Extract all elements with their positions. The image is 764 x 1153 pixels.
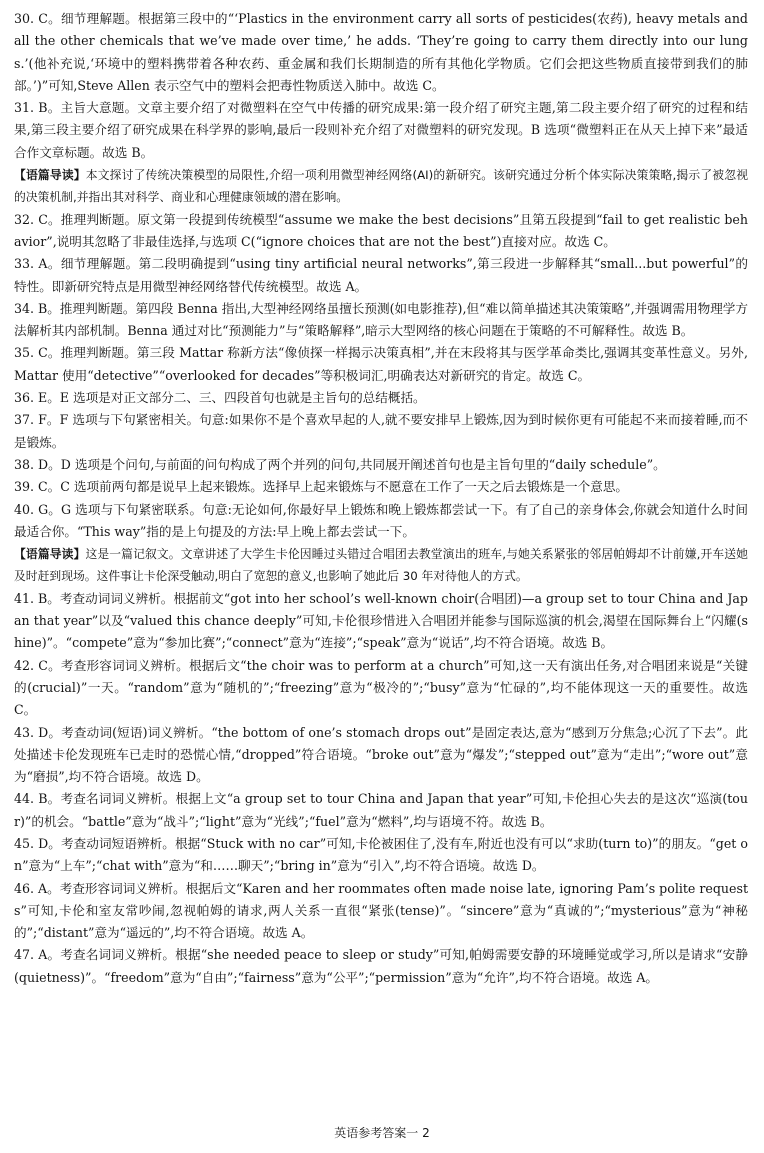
answer-item-45: 45. D。考查动词短语辨析。根据“Stuck with no car”可知,卡伦被困住了,没有车,附近也没有可以“求助(turn to)”的朋友。“get on”意为“上车”;“chat with”意为“和……聊天”;“bring in”意为“引入”,均不符合语境。故选 D。 bbox=[14, 835, 748, 874]
answer-item-42: 42. C。考查形容词词义辨析。根据后文“the choir was to perform at a church”可知,这一天有演出任务,对合唱团来说是“关键的(crucial)”一天。“random”意为“随机的”;“freezing”意为“极冷的”;“busy”意为“忙碌的”,均不能体现这一天的重要性。故选 C。 bbox=[14, 657, 748, 718]
answer-item-39: 39. C。C 选项前两句都是说早上起来锻炼。选择早上起来锻炼与不愿意在工作了一天之后去锻炼是一个意思。 bbox=[14, 479, 629, 495]
answer-item-37: 37. F。F 选项与下句紧密相关。句意:如果你不是个喜欢早起的人,就不要安排早上锻炼,因为到时候你更有可能起不来而接着睡,而不是锻炼。 bbox=[14, 412, 748, 450]
passage-guide-tag: 【语篇导读】 bbox=[14, 547, 86, 562]
passage-guide-d bbox=[14, 164, 748, 209]
answer-item-44: 44. B。考查名词词义辨析。根据上文“a group set to tour China and Japan that year”可知,卡伦担心失去的是这次“巡演(tour)”的机会。“battle”意为“战斗”;“light”意为“光线”;“fuel”意为“燃料”,均与语境不符。故选 B。 bbox=[14, 791, 748, 829]
answer-item-43: 43. D。考查动词(短语)词义辨析。“the bottom of one’s stomach drops out”是固定表达,意为“感到万分焦急;心沉了下去”。此处描述卡伦发现班车已走时的恐慌心情,“dropped”符合语境。“broke out”意为“爆发”;“stepped out”意为“走出”;“wore out”意为“磨损”,均不符合语境。故选 D。 bbox=[14, 724, 748, 785]
answer-item-36: 36. E。E 选项是对正文部分二、三、四段首句也就是主旨句的总结概括。 bbox=[14, 390, 426, 406]
passage-guide-text: 本文探讨了传统决策模型的局限性,介绍一项利用微型神经网络(AI)的新研究。该研究通过分析个体实际决策策略,揭示了被忽视的决策机制,并指出其对科学、商业和心理健康领域的潜在影响。 bbox=[14, 168, 748, 205]
passage-guide-text: 这是一篇记叙文。文章讲述了大学生卡伦因睡过头错过合唱团去教堂演出的班车,与她关系紧张的邻居帕姆却不计前嫌,开车送她及时赶到现场。这件事让卡伦深受触动,明白了宽恕的意义,也影响了她此后 30 年对待他人的方式。 bbox=[14, 547, 748, 584]
answer-item-35: 35. C。推理判断题。第三段 Mattar 称新方法“像侦探一样揭示决策真相”,并在末段将其与医学革命类比,强调其变革性意义。另外,Mattar 使用“detective”“overlooked for decades”等积极词汇,明确表达对新研究的肯定。故选 C。 bbox=[14, 345, 748, 383]
answer-item-46: 46. A。考查形容词词义辨析。根据后文“Karen and her roommates often made noise late, ignoring Pam’s polite requests”可知,卡伦和室友常吵闹,忽视帕姆的请求,两人关系一直很“紧张(tense)”。“sincere”意为“真诚的”;“mysterious”意为“神秘的”;“distant”意为“遥远的”,均不符合语境。故选 A。 bbox=[14, 880, 749, 941]
answer-item-47: 47. A。考查名词词义辨析。根据“she needed peace to sleep or study”可知,帕姆需要安静的环境睡觉或学习,所以是请求“安静(quietness)”。“freedom”意为“自由”;“fairness”意为“公平”;“permission”意为“允许”,均不符合语境。故选 A。 bbox=[14, 947, 748, 985]
passage-guide-cloze bbox=[14, 543, 748, 588]
answer-item-34: 34. B。推理判断题。第四段 Benna 指出,大型神经网络虽擅长预测(如电影推荐),但“难以简单描述其决策策略”,并强调需用物理学方法解析其内部机制。Benna 通过对比“预测能力”与“策略解释”,暗示大型网络的核心问题在于策略的不可解释性。故选 B。 bbox=[14, 300, 748, 339]
passage-guide-tag: 【语篇导读】 bbox=[14, 168, 86, 183]
answer-item-41: 41. B。考查动词词义辨析。根据前文“got into her school’s well-known choir(合唱团)—a group set to tour China and Japan that year”以及“valued this chance deeply”可知,卡伦很珍惜进入合唱团并能参与国际巡演的机会,渴望在国际舞台上“闪耀(shine)”。“compete”意为“参加比赛”;“connect”意为“连接”;“speak”意为“说话”,均不符合语境。故选 B。 bbox=[14, 590, 748, 651]
answer-item-31: 31. B。主旨大意题。文章主要介绍了对微塑料在空气中传播的研究成果:第一段介绍了研究主题,第二段主要介绍了研究的过程和结果,第三段主要介绍了研究成果在科学界的影响,最后一段则补充介绍了对微塑料的研究发现。B 选项“微塑料正在从天上掉下来”最适合作文章标题。故选 B。 bbox=[14, 100, 748, 160]
answer-item-38: 38. D。D 选项是个问句,与前面的问句构成了两个并列的问句,共同展开阐述首句也是主旨句里的“daily schedule”。 bbox=[14, 456, 666, 472]
answer-item-33: 33. A。细节理解题。第二段明确提到“using tiny artificial neural networks”,第三段进一步解释其“small...but powerful”的特性。即新研究特点是用微型神经网络替代传统模型。故选 A。 bbox=[14, 256, 748, 294]
answer-item-40: 40. G。G 选项与下句紧密联系。句意:无论如何,你最好早上锻炼和晚上锻炼都尝试一下。有了自己的亲身体会,你就会知道什么时间最适合你。“This way”指的是上句提及的方法:早上晚上都去尝试一下。 bbox=[14, 501, 748, 539]
page-footer: 英语参考答案一 2 bbox=[334, 1126, 430, 1140]
answer-item-30: 30. C。细节理解题。根据第三段中的“‘Plastics in the environment carry all sorts of pesticides(农药), heavy metals and all the other chemicals that we’ve made over time,’ he adds. ‘They’re going to carry them directly into our lungs.’(他补充说,‘环境中的塑料携带着各种农药、重金属和我们长期制造的所有其他化学物质。它们会把这些物质直接带到我们的肺部。’)”可知,Steve Allen 表示空气中的塑料会把毒性物质送入肺中。故选 C。 bbox=[14, 11, 748, 93]
answer-item-32: 32. C。推理判断题。原文第一段提到传统模型“assume we make the best decisions”且第五段提到“fail to get realistic behavior”,说明其忽略了非最佳选择,与选项 C(“ignore choices that are not the best”)直接对应。故选 C。 bbox=[14, 211, 748, 249]
